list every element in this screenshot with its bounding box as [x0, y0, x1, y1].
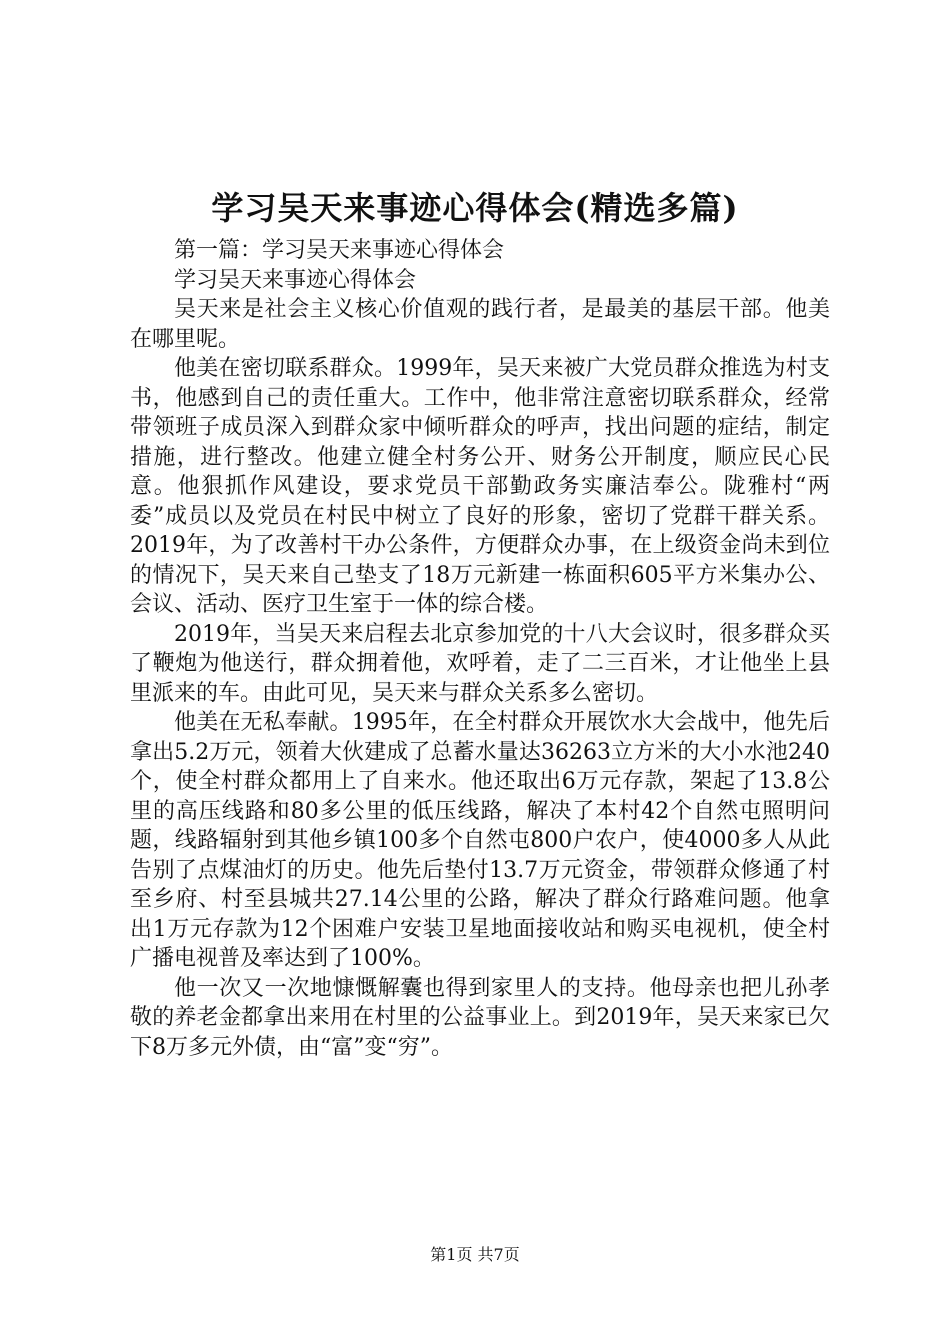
- document-body: [130, 236, 830, 1062]
- document-title: 学习吴天来事迹心得体会(精选多篇): [211, 189, 739, 227]
- section-heading: 第一篇：学习吴天来事迹心得体会: [174, 238, 505, 263]
- body-paragraph: 他美在密切联系群众。1999年，吴天来被广大党员群众推选为村支书，他感到自己的责任重大。工作中，他非常注意密切联系群众，经常带领班子成员深入到群众家中倾听群众的呼声，找出问题的症结，制定措施，进行整改。他建立健全村务公开、财务公开制度，顺应民心民意。他狠抓作风建设，要求党员干部勤政务实廉洁奉公。陇雅村“两委”成员以及党员在村民中树立了良好的形象，密切了党群干群关系。2019年，为了改善村干办公条件，方便群众办事，在上级资金尚未到位的情况下，吴天来自己垫支了18万元新建一栋面积605平方米集办公、会议、活动、医疗卫生室于一体的综合楼。: [130, 356, 830, 617]
- page-number: 第1页 共7页: [430, 1245, 520, 1264]
- body-paragraph: 吴天来是社会主义核心价值观的践行者，是最美的基层干部。他美在哪里呢。: [130, 297, 830, 352]
- article-heading: 学习吴天来事迹心得体会: [174, 267, 417, 293]
- body-paragraph: 他一次又一次地慷慨解囊也得到家里人的支持。他母亲也把儿孙孝敬的养老金都拿出来用在村里的公益事业上。到2019年，吴天来家已欠下8万多元外债，由“富”变“穷”。: [130, 975, 830, 1060]
- body-paragraph: 他美在无私奉献。1995年，在全村群众开展饮水大会战中，他先后拿出5.2万元，领着大伙建成了总蓄水量达36263立方米的大小水池240个，使全村群众都用上了自来水。他还取出6万元存款，架起了13.8公里的高压线路和80多公里的低压线路，解决了本村42个自然屯照明问题，线路辐射到其他乡镇100多个自然屯800户农户，使4000多人从此告别了点煤油灯的历史。他先后垫付13.7万元资金，带领群众修通了村至乡府、村至县城共27.14公里的公路，解决了群众行路难问题。他拿出1万元存款为12个困难户安装卫星地面接收站和购买电视机，使全村广播电视普及率达到了100%。: [130, 710, 830, 971]
- body-paragraph: 2019年，当吴天来启程去北京参加党的十八大会议时，很多群众买了鞭炮为他送行，群众拥着他，欢呼着，走了二三百米，才让他坐上县里派来的车。由此可见，吴天来与群众关系多么密切。: [130, 621, 830, 706]
